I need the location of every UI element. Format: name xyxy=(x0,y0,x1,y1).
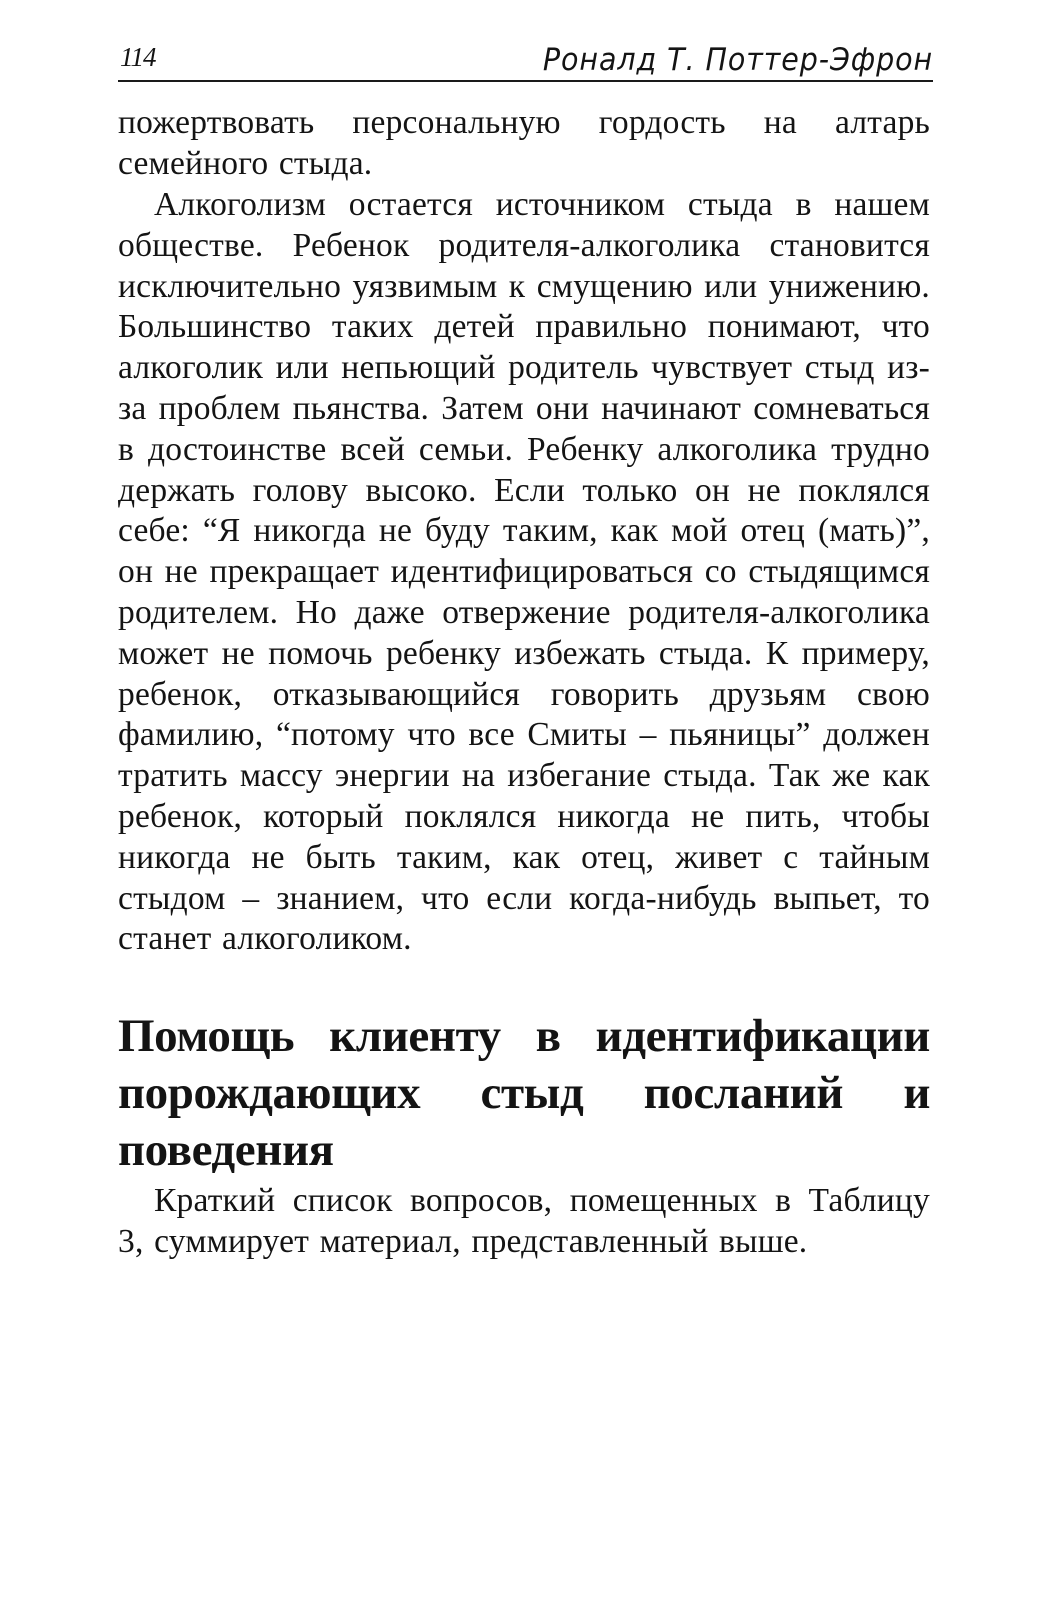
paragraph-text: Алкоголизм остается источником стыда в нашем обществе. Ребенок родителя-алкоголика становится исключительно уязвимым к смущению или унижению. Большинство таких детей правильно понимают, что алкоголик или непьющий родитель чувствует стыд из-за проблем пьянства. Затем они начинают сомневаться в достоинстве всей семьи. Ребенку алкоголика трудно держать голову высоко. Если только он не поклялся себе: “Я никогда не буду таким, как мой отец (мать)”, он не прекращает идентифицироваться со стыдящимся родителем. Но даже отвержение родителя-алкоголика может не помочь ребенку избежать стыда. К примеру, ребенок, отказывающийся говорить друзьям свою фамилию, “потому что все Смиты – пьяницы” должен тратить массу энергии на избегание стыда. Так же как ребенок, который поклялся никогда не пить, чтобы никогда не быть таким, как отец, живет с тайным стыдом – знанием, что если когда-нибудь выпьет, то станет алкоголиком. xyxy=(118,186,930,958)
running-title: Роналд Т. Поттер-Эфрон xyxy=(542,42,933,78)
paragraph-continuation xyxy=(118,103,930,185)
paragraph-text: Краткий список вопросов, помещенных в Таблицу 3, суммирует материал, представленный выше. xyxy=(118,1182,930,1260)
section-heading-text: Помощь клиенту в идентификации порождающих стыд посланий и поведения xyxy=(118,1010,930,1176)
section-heading xyxy=(118,1008,930,1179)
page-number: 114 xyxy=(120,42,156,72)
running-head xyxy=(118,40,933,82)
paragraph-alcoholism xyxy=(118,185,930,960)
paragraph-table-reference xyxy=(118,1181,930,1263)
paragraph-text: пожертвовать персональную гордость на алтарь семейного стыда. xyxy=(118,104,930,182)
